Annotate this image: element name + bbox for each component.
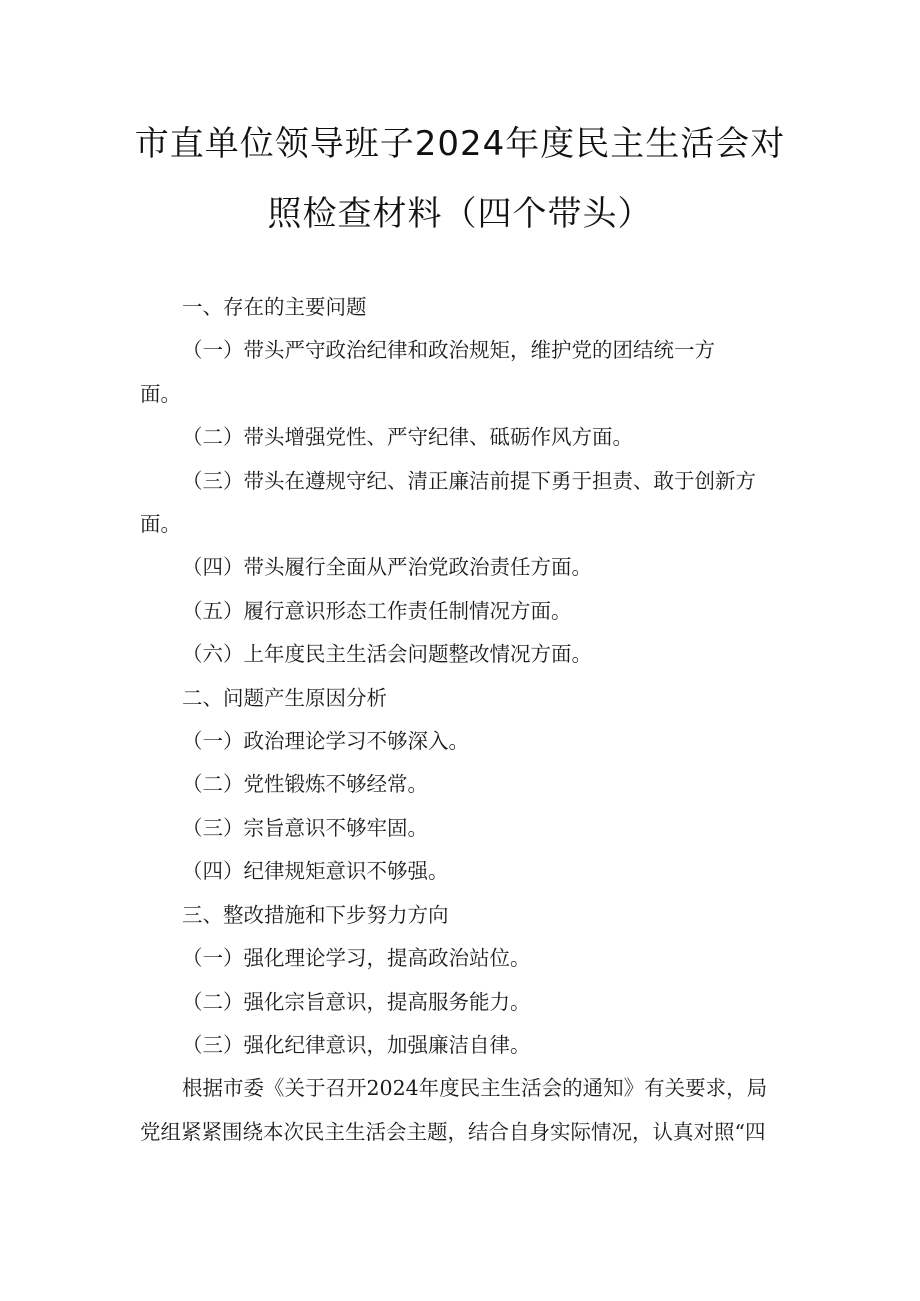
problem-item-2: （二）带头增强党性、严守纪律、砥砺作风方面。: [182, 425, 633, 450]
document-body: [140, 286, 790, 1154]
cause-item-3: （三）宗旨意识不够牢固。: [182, 815, 428, 840]
problem-item-4: （四）带头履行全面从严治党政治责任方面。: [182, 555, 592, 580]
problem-item-1-line-1: （一）带头严守政治纪律和政治规矩，维护党的团结统一方: [182, 338, 715, 363]
measure-item-1: （一）强化理论学习，提高政治站位。: [182, 946, 531, 971]
closing-paragraph-line-2: 党组紧紧围绕本次民主生活会主题，结合自身实际情况，认真对照“四: [140, 1119, 766, 1144]
measure-item-3: （三）强化纪律意识，加强廉洁自律。: [182, 1032, 531, 1057]
section-heading-causes: 二、问题产生原因分析: [182, 685, 387, 710]
section-heading-measures: 三、整改措施和下步努力方向: [182, 902, 449, 927]
problem-item-3-line-1: （三）带头在遵规守纪、清正廉洁前提下勇于担责、敢于创新方: [182, 468, 756, 493]
problem-item-5: （五）履行意识形态工作责任制情况方面。: [182, 598, 572, 623]
cause-item-1: （一）政治理论学习不够深入。: [182, 729, 469, 754]
problem-item-1-line-2: 面。: [140, 381, 181, 406]
closing-paragraph-line-1: 根据市委《关于召开2024年度民主生活会的通知》有关要求，局: [182, 1076, 768, 1101]
cause-item-2: （二）党性锻炼不够经常。: [182, 772, 428, 797]
measure-item-2: （二）强化宗旨意识，提高服务能力。: [182, 989, 531, 1014]
section-heading-problems: 一、存在的主要问题: [182, 295, 367, 319]
document-title-line-2: 照检查材料（四个带头）: [267, 194, 653, 234]
cause-item-4: （四）纪律规矩意识不够强。: [182, 859, 449, 884]
document-title-line-1: 市直单位领导班子2024年度民主生活会对: [134, 124, 786, 164]
problem-item-3-line-2: 面。: [140, 512, 181, 537]
problem-item-6: （六）上年度民主生活会问题整改情况方面。: [182, 642, 592, 667]
